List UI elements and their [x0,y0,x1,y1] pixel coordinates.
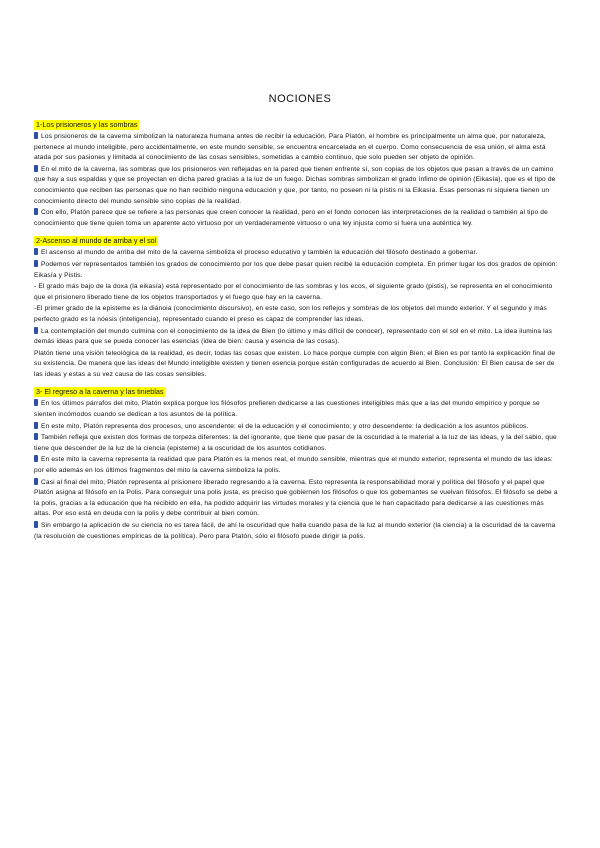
bullet-marker-icon [34,132,38,139]
paragraph-text: El ascenso al mundo de arriba del mito de la caverna simboliza el proceso educativo y también la educación del filósofo destinado a gobernar. [41,249,478,257]
paragraph [34,132,562,164]
paragraph [34,248,562,259]
paragraph [34,260,562,281]
paragraph [34,208,562,229]
section-heading: 3- El regreso a la caverna y las tinieblas [36,387,164,397]
document-body [34,114,562,543]
paragraph [34,165,562,207]
bullet-marker-icon [34,521,38,528]
bullet-marker-icon [34,399,38,406]
bullet-marker-icon [34,208,38,215]
paragraph-text: -El primer grado de la episteme es la diánoia (conocimiento discursivo), en este caso, son los reflejos y sombras de los objetos del mundo exterior. Y el segundo y más perfecto grado es la nóesis (inteligencia), representado cuando el preso es capaz de comprender las ideas. [34,305,547,323]
section-heading: 1-Los prisioneros y las sombras [36,120,138,129]
bullet-marker-icon [34,478,38,485]
bullet-marker-icon [34,433,38,440]
paragraph [34,304,562,325]
bullet-marker-icon [34,422,38,429]
paragraph-text: Platón tiene una visión teleológica de la realidad, es decir, todas las cosas que existen. Lo hace porque cumple con algún Bien; el Bien es por tanto la explicación final de su existencia. De manera que las ideas del Mundo inteligible existen y tienen esencia porque están configuradas de acuerdo al Bien. Conclusión: El Bien causa de ser de las ideas y estas a su vez causa de las cosas sensibles. [34,349,556,378]
paragraph-text: En el mito de la caverna, las sombras que los prisioneros ven reflejadas en la pared que tienen enfrente sí, son copias de los objetos que pasan a través de un camino que hay a sus espaldas y que se proyectan en dicha pared gracias a la luz de un fuego. Dichas sombras simbolizan el grado ínfimo de opinión (Eikasía), que es el tipo de conocimiento que reciben las personas que no han recibido ninguna educación y que, por tanto, no poseen ni la pístis ni la Eikasía. Esas personas ni siquiera tienen un conocimiento directo del mundo sensible sino copias de la realidad. [34,165,556,205]
paragraph-text: Podemos ver representados también los grados de conocimiento por los que debe pasar quien recibe la educación completa. En primer lugar los dos grados de opinión: Eikasía y Pistis. [34,260,558,279]
paragraph-text: Los prisioneros de la caverna simbolizan la naturaleza humana antes de recibir la educación. Para Platón, el hombre es principalmente un alma que, por naturaleza, pertenece al mundo inteligible, pero accidentalmente, en este mundo sensible, se encuentra encarcelada en el cuerpo. Como consecuencia de esa unión, el alma está atada por sus pasiones y limitada al conocimiento de las cosas sensibles, sometidas a cambio continuo, que solo pueden ser objeto de opinión. [34,133,546,162]
bullet-marker-icon [34,455,38,462]
paragraph-text: - El grado más bajo de la doxa (la eikasía) está representado por el conocimiento de las sombras y los ecos, el siguiente grado (pistis), se representa en el conocimiento que el prisionero liberado tiene de los objetos transportados y el fuego que hay en la caverna. [34,283,553,301]
bullet-marker-icon [34,248,38,255]
paragraph [34,399,562,420]
paragraph [34,433,562,454]
bullet-marker-icon [34,260,38,267]
paragraph-text: Sin embargo la aplicación de su ciencia no es tarea fácil, de ahí la oscuridad que halla cuando pasa de la luz al mundo exterior (la ciencia) a la oscuridad de la caverna (la resolución de cuestiones empíricas de la política). Pero para Platón, sólo el filósofo puede dirigir la polis. [34,522,556,540]
paragraph [34,478,562,520]
section-heading: 2-Ascenso al mundo de arriba y el sol [36,236,157,246]
paragraph [34,327,562,348]
paragraph-text: Casi al final del mito, Platón representa al prisionero liberado regresando a la caverna. Esto representa la responsabilidad moral y política del filósofo y el papel que Platón asigna al filósofo en la Polis. Para conseguir una polis justa, es preciso que gobiernen los filósofos o que los gobernantes se vuelvan filósofos. El filósofo se debe a la polis, gracias a la educación que ha recibido en ella, ha podido adquirir las virtudes morales y la ciencia que le han capacitado para dedicarse a las cuestiones más altas. Por eso está en deuda con la polis y debe contribuir al bien común. [34,478,558,518]
paragraph-text: En los últimos párrafos del mito, Platón explica porque los filósofos prefieren dedicarse a las cuestiones inteligibles más que a las del mundo empírico y porque se sienten incómodos cuando se dedican a los asuntos de la política. [34,400,540,419]
bullet-marker-icon [34,327,38,334]
paragraph [34,349,562,381]
page-title: NOCIONES [268,93,332,105]
paragraph-text: Con ello, Platón parece que se refiere a las personas que creen conocer la realidad, pero en el fondo conocen las interpretaciones de la realidad o también al tipo de conocimiento que tiene quien toma un aparente acto virtuoso por un verdaderamente virtuoso o una ley injusta como si fuera una auténtica ley. [34,209,548,227]
paragraph-text: En este mito, Platón representa dos procesos, uno ascendente: el de la educación y el conocimiento; y otro descendente: la dedicación a los asuntos públicos. [41,422,529,430]
paragraph [34,282,562,303]
paragraph-text: La contemplación del mundo culmina con el conocimiento de la idea de Bien (lo último y más difícil de conocer), representado con el sol en el mito. La idea ilumina las demás ideas para que se pueda conocer las esencias (idea de bien: causa y esencia de las cosas). [34,327,553,346]
bullet-marker-icon [34,165,38,172]
paragraph [34,455,562,476]
paragraph-text: También refleja que existen dos formas de torpeza diferentes: la del ignorante, que tiene que pasar de la oscuridad a la material a la luz de las ideas, y la del sabio, que tiene que descender de la luz de la ciencia (episteme) a la oscuridad de los asuntos cotidianos. [34,434,557,452]
paragraph [34,422,562,433]
paragraph [34,521,562,542]
paragraph-text: En este mito la caverna representa la realidad que para Platón es la menos real, el mundo sensible, mientras que el mundo exterior, representa el mundo de las ideas: por ello además en los últimos fragmentos del mito la caverna simboliza la polis. [34,456,553,475]
